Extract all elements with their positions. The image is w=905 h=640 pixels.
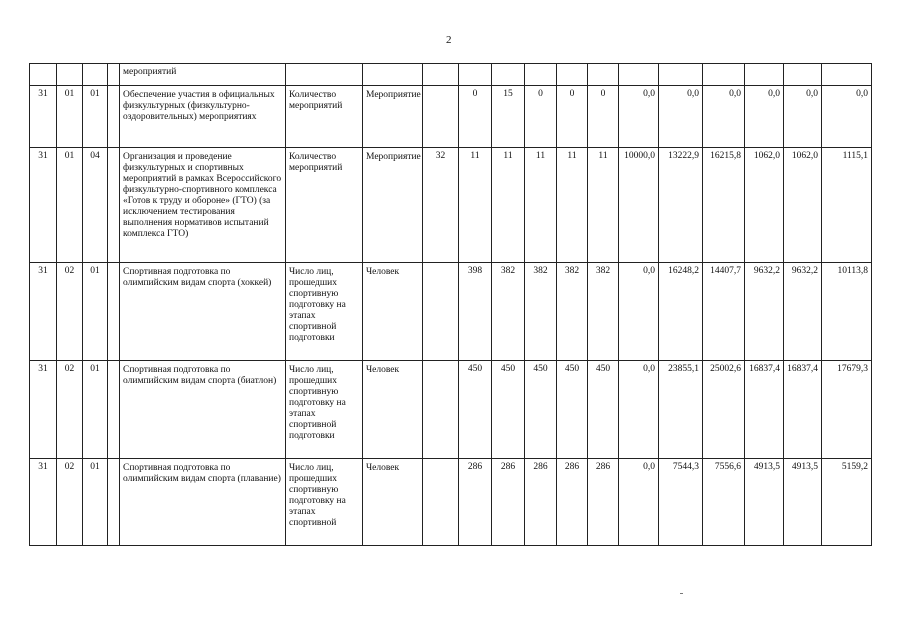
code-cell: 01 (83, 86, 108, 148)
unit-cell: Мероприятие (363, 86, 423, 148)
indicator-cell: Количество мероприятий (286, 86, 363, 148)
table-row (30, 148, 872, 263)
finance-cell: 0,0 (619, 361, 659, 459)
name-cell: Обеспечение участия в официальных физкультурных (физкультурно-оздоровительных) мероприятиях (120, 86, 286, 148)
value-cell: 286 (492, 459, 525, 546)
value-cell (423, 86, 459, 148)
value-cell: 382 (525, 263, 557, 361)
code-cell: 01 (57, 86, 83, 148)
finance-cell: 13222,9 (659, 148, 703, 263)
name-cell: Организация и проведение физкультурных и спортивных мероприятий в рамках Всероссийского физкультурно-спортивного комплекса «Готов к труду и обороне» (ГТО) (за исключением тестирования выполнения нормативов испытаний комплекса ГТО) (120, 148, 286, 263)
value-cell (423, 361, 459, 459)
code-cell: 02 (57, 459, 83, 546)
value-cell: 286 (557, 459, 588, 546)
value-cell: 0 (588, 86, 619, 148)
indicator-cell: Количество мероприятий (286, 148, 363, 263)
value-cell: 286 (459, 459, 492, 546)
indicator-cell: Число лиц, прошедших спортивную подготовку на этапах спортивной подготовки (286, 263, 363, 361)
value-cell: 450 (557, 361, 588, 459)
indicator-cell: Число лиц, прошедших спортивную подготовку на этапах спортивной подготовки (286, 361, 363, 459)
finance-cell: 7544,3 (659, 459, 703, 546)
finance-cell: 0,0 (745, 86, 784, 148)
finance-cell: 1062,0 (745, 148, 784, 263)
finance-cell: 7556,6 (703, 459, 745, 546)
value-cell (423, 459, 459, 546)
value-cell: 32 (423, 148, 459, 263)
value-cell: 450 (525, 361, 557, 459)
value-cell: 11 (459, 148, 492, 263)
value-cell: 382 (588, 263, 619, 361)
unit-cell: Человек (363, 263, 423, 361)
indicator-cell: Число лиц, прошедших спортивную подготовку на этапах спортивной (286, 459, 363, 546)
finance-cell: 5159,2 (822, 459, 872, 546)
finance-cell: 0,0 (784, 86, 822, 148)
value-cell: 398 (459, 263, 492, 361)
finance-cell: 0,0 (619, 263, 659, 361)
value-cell: 11 (525, 148, 557, 263)
value-cell: 450 (459, 361, 492, 459)
finance-cell: 10113,8 (822, 263, 872, 361)
table-row (30, 64, 872, 86)
value-cell: 0 (557, 86, 588, 148)
table-row (30, 459, 872, 546)
value-cell: 11 (557, 148, 588, 263)
finance-cell: 0,0 (659, 86, 703, 148)
code-cell: 01 (83, 361, 108, 459)
finance-cell: 0,0 (703, 86, 745, 148)
unit-cell: Человек (363, 459, 423, 546)
code-cell: 01 (57, 148, 83, 263)
code-cell: 04 (83, 148, 108, 263)
code-cell: 01 (83, 459, 108, 546)
value-cell: 382 (557, 263, 588, 361)
unit-cell: Мероприятие (363, 148, 423, 263)
finance-cell: 16248,2 (659, 263, 703, 361)
finance-cell: 14407,7 (703, 263, 745, 361)
table-row (30, 263, 872, 361)
finance-cell: 0,0 (822, 86, 872, 148)
table-row (30, 86, 872, 148)
finance-cell: 0,0 (619, 459, 659, 546)
finance-cell: 4913,5 (784, 459, 822, 546)
code-cell: 02 (57, 263, 83, 361)
value-cell: 286 (525, 459, 557, 546)
value-cell: 11 (492, 148, 525, 263)
finance-cell: 1115,1 (822, 148, 872, 263)
value-cell: 382 (492, 263, 525, 361)
name-cell: Спортивная подготовка по олимпийским видам спорта (плавание) (120, 459, 286, 546)
finance-cell: 9632,2 (745, 263, 784, 361)
page-number: 2 (446, 34, 452, 46)
name-cell: мероприятий (120, 64, 286, 86)
program-table (29, 63, 872, 546)
value-cell: 0 (525, 86, 557, 148)
code-cell: 31 (30, 459, 57, 546)
code-cell: 31 (30, 148, 57, 263)
code-cell: 31 (30, 361, 57, 459)
name-cell: Спортивная подготовка по олимпийским видам спорта (биатлон) (120, 361, 286, 459)
value-cell: 11 (588, 148, 619, 263)
unit-cell: Человек (363, 361, 423, 459)
finance-cell: 9632,2 (784, 263, 822, 361)
value-cell: 450 (492, 361, 525, 459)
table-row (30, 361, 872, 459)
finance-cell: 23855,1 (659, 361, 703, 459)
scan-speck (680, 593, 683, 594)
finance-cell: 16837,4 (784, 361, 822, 459)
code-cell: 01 (83, 263, 108, 361)
value-cell (423, 263, 459, 361)
finance-cell: 17679,3 (822, 361, 872, 459)
finance-cell: 16215,8 (703, 148, 745, 263)
value-cell: 0 (459, 86, 492, 148)
value-cell: 15 (492, 86, 525, 148)
finance-cell: 10000,0 (619, 148, 659, 263)
code-cell: 31 (30, 263, 57, 361)
finance-cell: 1062,0 (784, 148, 822, 263)
value-cell: 286 (588, 459, 619, 546)
value-cell: 450 (588, 361, 619, 459)
code-cell: 31 (30, 86, 57, 148)
finance-cell: 25002,6 (703, 361, 745, 459)
name-cell: Спортивная подготовка по олимпийским видам спорта (хоккей) (120, 263, 286, 361)
code-cell: 02 (57, 361, 83, 459)
finance-cell: 4913,5 (745, 459, 784, 546)
finance-cell: 16837,4 (745, 361, 784, 459)
finance-cell: 0,0 (619, 86, 659, 148)
